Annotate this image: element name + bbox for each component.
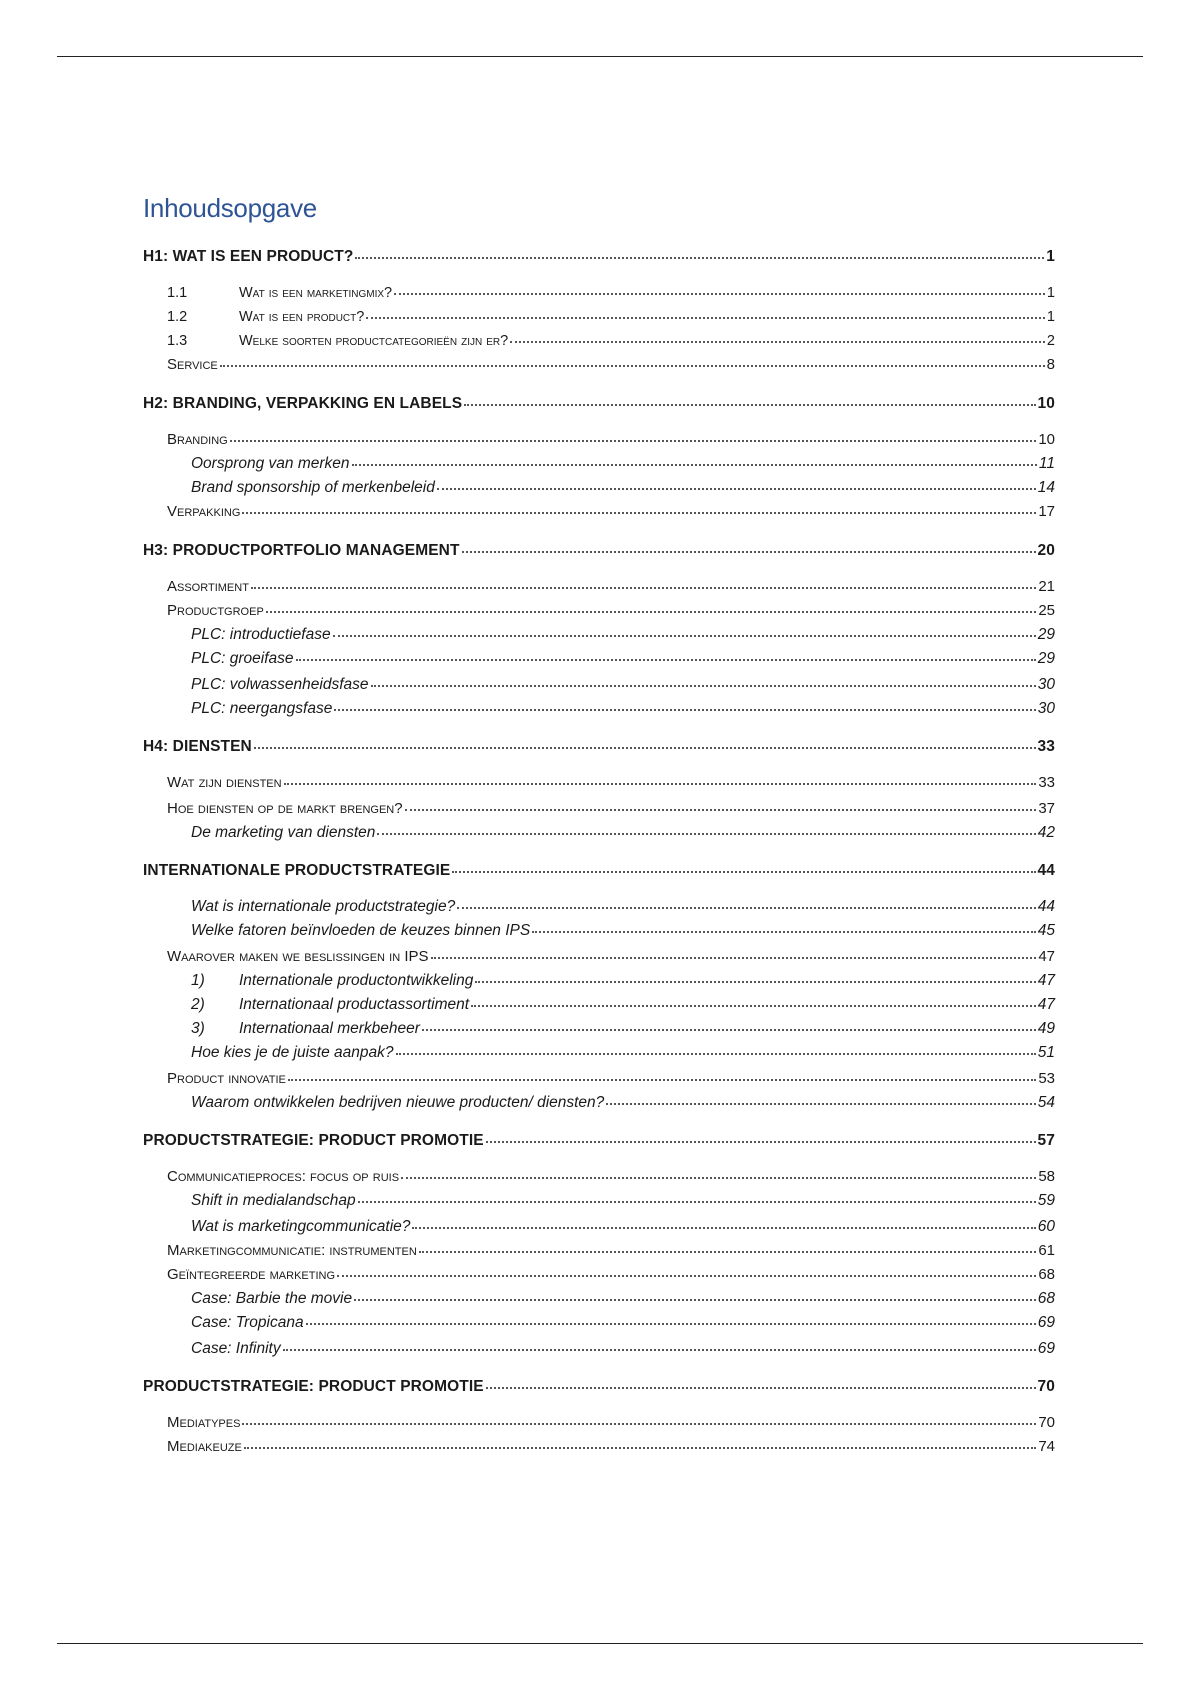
toc-entry-section[interactable] (167, 305, 1055, 328)
dot-leader (462, 537, 1036, 553)
toc-entry-section[interactable] (167, 945, 1055, 968)
toc-entry-label: Assortiment (167, 578, 249, 595)
toc-entry-subsection[interactable] (191, 1215, 1055, 1238)
toc-entry-section[interactable] (167, 797, 1055, 820)
toc-entry-chapter[interactable] (143, 735, 1055, 758)
dot-leader (422, 1015, 1036, 1031)
toc-entry-subsection[interactable] (191, 1017, 1055, 1040)
dot-leader (394, 279, 1045, 295)
toc-entry-section[interactable] (167, 575, 1055, 598)
toc-entry-page: 10 (1038, 431, 1055, 448)
toc-entry-page: 42 (1037, 824, 1055, 841)
toc-entry-label: Welke soorten productcategorieën zijn er? (239, 333, 509, 349)
toc-entry-label: Marketingcommunicatie: instrumenten (167, 1242, 417, 1259)
dot-leader (471, 991, 1036, 1007)
dot-leader (251, 573, 1036, 589)
dot-leader (532, 917, 1036, 933)
dot-leader (396, 1039, 1036, 1055)
toc-entry-page: 45 (1037, 922, 1055, 939)
toc-entry-subsection[interactable] (191, 1041, 1055, 1064)
dot-leader (486, 1127, 1036, 1143)
toc-entry-label: Internationaal merkbeheer (239, 1020, 420, 1037)
dot-leader (296, 645, 1036, 661)
toc-entry-subsection[interactable] (191, 673, 1055, 696)
toc-entry-label: H3: PRODUCTPORTFOLIO MANAGEMENT (143, 542, 460, 559)
toc-entry-page: 70 (1037, 1378, 1055, 1395)
toc-entry-label: PLC: groeifase (191, 650, 294, 667)
toc-entry-page: 47 (1037, 996, 1055, 1013)
toc-entry-label: Internationaal productassortiment (239, 996, 470, 1013)
dot-leader (244, 1433, 1036, 1449)
toc-entry-label: Verpakking (167, 503, 241, 520)
toc-entry-label: PLC: neergangsfase (191, 700, 333, 717)
dot-leader (405, 795, 1037, 811)
dot-leader (355, 243, 1044, 259)
toc-entry-label: Shift in medialandschap (191, 1192, 356, 1209)
toc-entry-page: 44 (1037, 898, 1055, 915)
toc-entry-subsection[interactable] (191, 919, 1055, 942)
toc-entry-number: 2) (191, 996, 205, 1013)
dot-leader (334, 695, 1035, 711)
toc-entry-chapter[interactable] (143, 539, 1055, 562)
toc-entry-label: H2: BRANDING, VERPAKKING EN LABELS (143, 395, 463, 412)
toc-entry-page: 11 (1038, 455, 1055, 472)
toc-entry-label: PRODUCTSTRATEGIE: PRODUCT PROMOTIE (143, 1378, 484, 1395)
toc-entry-page: 30 (1037, 676, 1055, 693)
toc-entry-section[interactable] (167, 1411, 1055, 1434)
toc-entry-page: 57 (1037, 1132, 1055, 1149)
toc-entry-label: Mediakeuze (167, 1438, 242, 1455)
dot-leader (510, 327, 1045, 343)
dot-leader (358, 1187, 1036, 1203)
toc-entry-page: 70 (1038, 1414, 1055, 1431)
dot-leader (475, 967, 1035, 983)
toc-entry-section[interactable] (167, 281, 1055, 304)
toc-entry-label: INTERNATIONALE PRODUCTSTRATEGIE (143, 862, 451, 879)
toc-entry-page: 1 (1046, 248, 1055, 265)
dot-leader (254, 733, 1036, 749)
dot-leader (419, 1237, 1037, 1253)
toc-entry-label: Brand sponsorship of merkenbeleid (191, 479, 435, 496)
toc-title: Inhoudsopgave (143, 193, 317, 223)
toc-entry-label: Hoe kies je de juiste aanpak? (191, 1044, 394, 1061)
toc-entry-page: 59 (1037, 1192, 1055, 1209)
toc-entry-section[interactable] (167, 1165, 1055, 1188)
toc-entry-page: 74 (1038, 1438, 1055, 1455)
toc-entry-page: 21 (1038, 578, 1055, 595)
toc-entry-page: 2 (1046, 333, 1055, 349)
dot-leader (288, 1065, 1036, 1081)
toc-entry-subsection[interactable] (191, 895, 1055, 918)
toc-entry-section[interactable] (167, 1435, 1055, 1458)
footer-rule (57, 1643, 1143, 1644)
toc-entry-subsection[interactable] (191, 452, 1055, 475)
toc-entry-page: 25 (1038, 602, 1055, 619)
toc-entry-label: Branding (167, 431, 228, 448)
toc-entry-subsection[interactable] (191, 969, 1055, 992)
toc-entry-label: Welke fatoren beïnvloeden de keuzes binnen IPS (191, 922, 531, 939)
dot-leader (457, 893, 1036, 909)
toc-entry-label: Product innovatie (167, 1070, 286, 1087)
dot-leader (371, 671, 1036, 687)
toc-entry-page: 61 (1038, 1242, 1055, 1259)
dot-leader (230, 426, 1037, 442)
toc-entry-label: Communicatieproces: focus op ruis (167, 1168, 400, 1185)
toc-entry-label: Internationale productontwikkeling (239, 972, 474, 989)
toc-entry-page: 37 (1038, 800, 1055, 817)
toc-entry-page: 1 (1046, 285, 1055, 301)
toc-entry-section[interactable] (167, 428, 1055, 451)
toc-entry-subsection[interactable] (191, 821, 1055, 844)
dot-leader (401, 1163, 1036, 1179)
toc-entry-section[interactable] (167, 353, 1055, 376)
dot-leader (337, 1261, 1036, 1277)
toc-entry-page: 47 (1038, 948, 1055, 965)
toc-entry-page: 54 (1037, 1094, 1055, 1111)
toc-entry-section[interactable] (167, 500, 1055, 523)
toc-entry-page: 60 (1037, 1218, 1055, 1235)
toc-entry-section[interactable] (167, 329, 1055, 352)
toc-entry-page: 33 (1037, 738, 1055, 755)
toc-entry-chapter[interactable] (143, 859, 1055, 882)
toc-entry-label: Productgroep (167, 602, 264, 619)
toc-entry-label: Service (167, 356, 218, 373)
toc-entry-section[interactable] (167, 1263, 1055, 1286)
toc-entry-page: 10 (1037, 395, 1055, 412)
toc-entry-chapter[interactable] (143, 1129, 1055, 1152)
toc-entry-number: 3) (191, 1020, 205, 1037)
toc-entry-number: 1.3 (167, 333, 188, 349)
toc-entry-page: 20 (1037, 542, 1055, 559)
dot-leader (606, 1089, 1035, 1105)
dot-leader (242, 1409, 1036, 1425)
toc-entry-chapter[interactable] (143, 392, 1055, 415)
toc-entry-label: Wat is een marketingmix? (239, 285, 393, 301)
toc-entry-page: 44 (1037, 862, 1055, 879)
dot-leader (486, 1373, 1036, 1389)
toc-entry-page: 69 (1037, 1340, 1055, 1357)
toc-entry-section[interactable] (167, 599, 1055, 622)
dot-leader (242, 498, 1036, 514)
toc-entry-label: Wat is een product? (239, 309, 365, 325)
toc-entry-label: Hoe diensten op de markt brengen? (167, 800, 403, 817)
toc-entry-page: 29 (1037, 650, 1055, 667)
toc-entry-chapter[interactable] (143, 1375, 1055, 1398)
toc-entry-section[interactable] (167, 1239, 1055, 1262)
toc-entry-subsection[interactable] (191, 476, 1055, 499)
toc-entry-label: Wat zijn diensten (167, 774, 282, 791)
dot-leader (266, 597, 1037, 613)
toc-entry-label: Waarom ontwikkelen bedrijven nieuwe producten/ diensten? (191, 1094, 605, 1111)
toc-entry-subsection[interactable] (191, 623, 1055, 646)
toc-entry-subsection[interactable] (191, 1337, 1055, 1360)
dot-leader (354, 1285, 1036, 1301)
toc-entry-subsection[interactable] (191, 1311, 1055, 1334)
toc-entry-page: 17 (1038, 503, 1055, 520)
toc-entry-subsection[interactable] (191, 1091, 1055, 1114)
dot-leader (452, 857, 1035, 873)
toc-entry-label: Wat is marketingcommunicatie? (191, 1218, 411, 1235)
toc-entry-subsection[interactable] (191, 1287, 1055, 1310)
dot-leader (306, 1309, 1036, 1325)
dot-leader (464, 390, 1035, 406)
toc-entry-label: PLC: volwassenheidsfase (191, 676, 369, 693)
toc-entry-label: H1: WAT IS EEN PRODUCT? (143, 248, 354, 265)
toc-entry-label: Mediatypes (167, 1414, 241, 1431)
toc-entry-page: 68 (1038, 1266, 1055, 1283)
toc-entry-page: 58 (1038, 1168, 1055, 1185)
dot-leader (284, 769, 1037, 785)
toc-entry-number: 1.2 (167, 309, 188, 325)
toc-entry-label: H4: DIENSTEN (143, 738, 252, 755)
toc-entry-label: Wat is internationale productstrategie? (191, 898, 456, 915)
toc-entry-label: Case: Infinity (191, 1340, 281, 1357)
dot-leader (437, 474, 1036, 490)
toc-entry-page: 49 (1037, 1020, 1055, 1037)
toc-entry-label: Waarover maken we beslissingen in IPS (167, 948, 429, 965)
toc-entry-page: 1 (1046, 309, 1055, 325)
toc-entry-label: Geïntegreerde marketing (167, 1266, 336, 1283)
toc-entry-page: 29 (1037, 626, 1055, 643)
toc-entry-subsection[interactable] (191, 993, 1055, 1016)
toc-entry-page: 47 (1037, 972, 1055, 989)
toc-entry-label: PLC: introductiefase (191, 626, 331, 643)
dot-leader (333, 621, 1036, 637)
toc-entry-label: Oorsprong van merken (191, 455, 350, 472)
toc-entry-number: 1) (191, 972, 205, 989)
toc-entry-label: Case: Barbie the movie (191, 1290, 353, 1307)
toc-entry-page: 53 (1038, 1070, 1055, 1087)
dot-leader (366, 303, 1045, 319)
toc-entry-number: 1.1 (167, 285, 188, 301)
toc-entry-section[interactable] (167, 1067, 1055, 1090)
dot-leader (431, 943, 1037, 959)
toc-entry-subsection[interactable] (191, 647, 1055, 670)
dot-leader (220, 351, 1045, 367)
toc-entry-chapter[interactable] (143, 245, 1055, 268)
toc-entry-page: 8 (1046, 356, 1055, 373)
dot-leader (352, 450, 1037, 466)
dot-leader (283, 1335, 1036, 1351)
toc-entry-page: 14 (1037, 479, 1055, 496)
toc-entry-subsection[interactable] (191, 697, 1055, 720)
toc-entry-section[interactable] (167, 771, 1055, 794)
dot-leader (412, 1213, 1035, 1229)
toc-entry-page: 51 (1037, 1044, 1055, 1061)
toc-entry-page: 68 (1037, 1290, 1055, 1307)
toc-entry-page: 30 (1037, 700, 1055, 717)
toc-entry-subsection[interactable] (191, 1189, 1055, 1212)
toc-entry-label: Case: Tropicana (191, 1314, 304, 1331)
toc-entry-page: 33 (1038, 774, 1055, 791)
toc-entry-label: PRODUCTSTRATEGIE: PRODUCT PROMOTIE (143, 1132, 484, 1149)
toc-entry-label: De marketing van diensten (191, 824, 376, 841)
toc-entry-page: 69 (1037, 1314, 1055, 1331)
dot-leader (377, 819, 1035, 835)
